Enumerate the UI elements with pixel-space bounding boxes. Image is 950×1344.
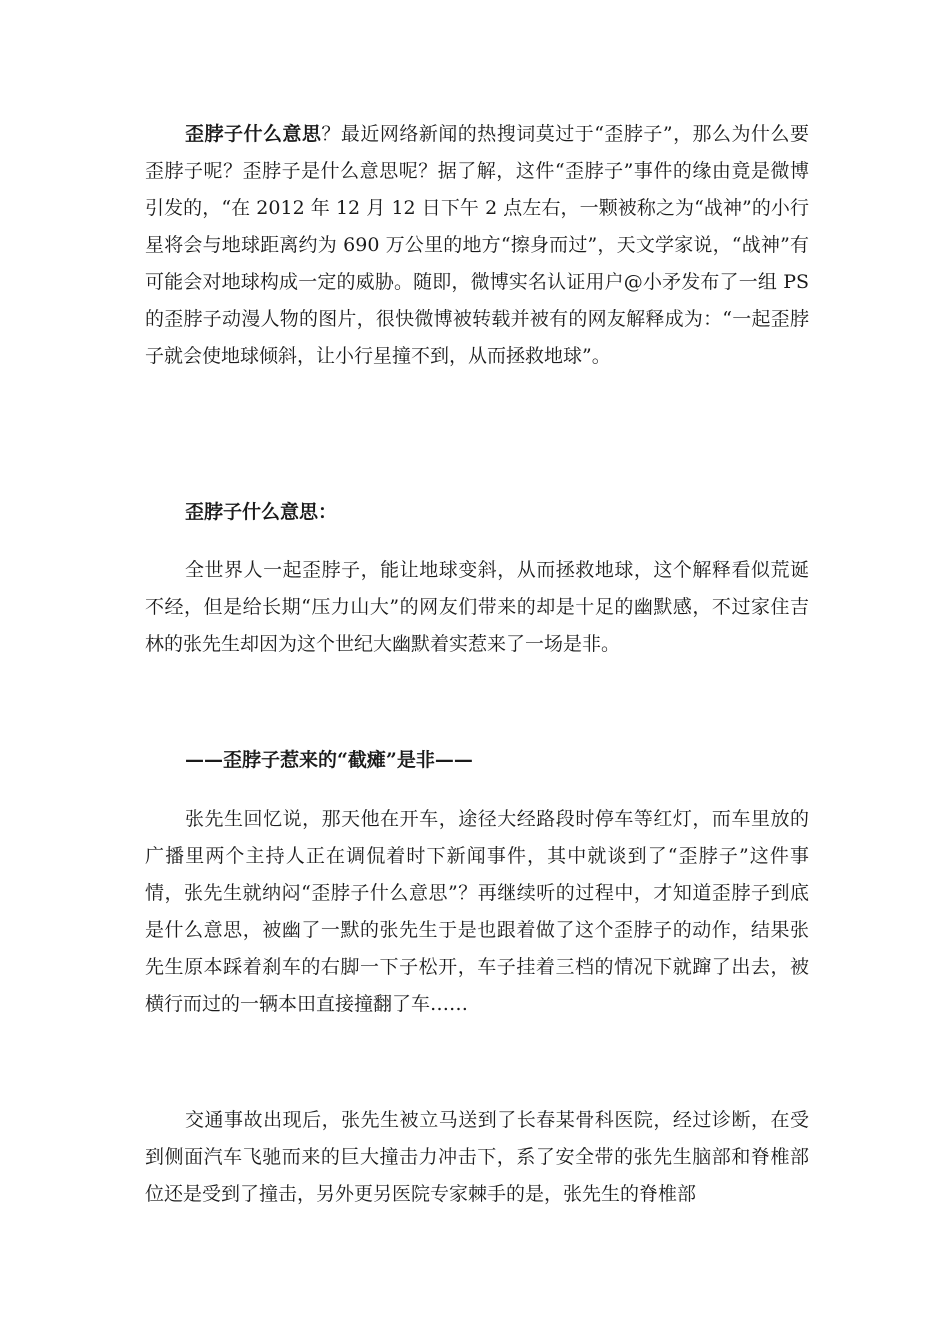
hospital-paragraph: 交通事故出现后，张先生被立马送到了长春某骨科医院，经过诊断，在受到侧面汽车飞驰而来的巨大撞击力冲击下，系了安全带的张先生脑部和脊椎部位还是受到了撞击，另外更另医院专家棘手的是，张先生的脊椎部 [145, 1109, 809, 1205]
intro-paragraph-text: ？最近网络新闻的热搜词莫过于“歪脖子”，那么为什么要歪脖子呢？歪脖子是什么意思呢？据了解，这件“歪脖子”事件的缘由竟是微博引发的，“在 2012 年 12 月 12 日下午 2 点左右，一颗被称之为“战神”的小行星将会与地球距离约为 690 万公里的地方“擦身而过”，天文学家说，“战神”有可能会对地球构成一定的威胁。随即，微博实名认证用户@小矛发布了一组 PS 的歪脖子动漫人物的图片，很快微博被转载并被有的网友解释成为：“一起歪脖子就会使地球倾斜，让小行星撞不到，从而拯救地球”。 [145, 123, 809, 367]
section-heading-meaning: 歪脖子什么意思： [185, 501, 338, 523]
section-heading-incident: ——歪脖子惹来的“截瘫”是非—— [185, 749, 473, 771]
explanation-paragraph: 全世界人一起歪脖子，能让地球变斜，从而拯救地球，这个解释看似荒诞不经，但是给长期“压力山大”的网友们带来的却是十足的幽默感，不过家住吉林的张先生却因为这个世纪大幽默着实惹来了一场是非。 [145, 559, 809, 655]
intro-lead-phrase: 歪脖子什么意思 [185, 123, 322, 145]
intro-paragraph [145, 116, 809, 375]
incident-paragraph: 张先生回忆说，那天他在开车，途径大经路段时停车等红灯，而车里放的广播里两个主持人正在调侃着时下新闻事件，其中就谈到了“歪脖子”这件事情，张先生就纳闷“歪脖子什么意思”？再继续听的过程中，才知道歪脖子到底是什么意思，被幽了一默的张先生于是也跟着做了这个歪脖子的动作，结果张先生原本踩着刹车的右脚一下子松开，车子挂着三档的情况下就蹿了出去，被横行而过的一辆本田直接撞翻了车…… [145, 808, 809, 1015]
